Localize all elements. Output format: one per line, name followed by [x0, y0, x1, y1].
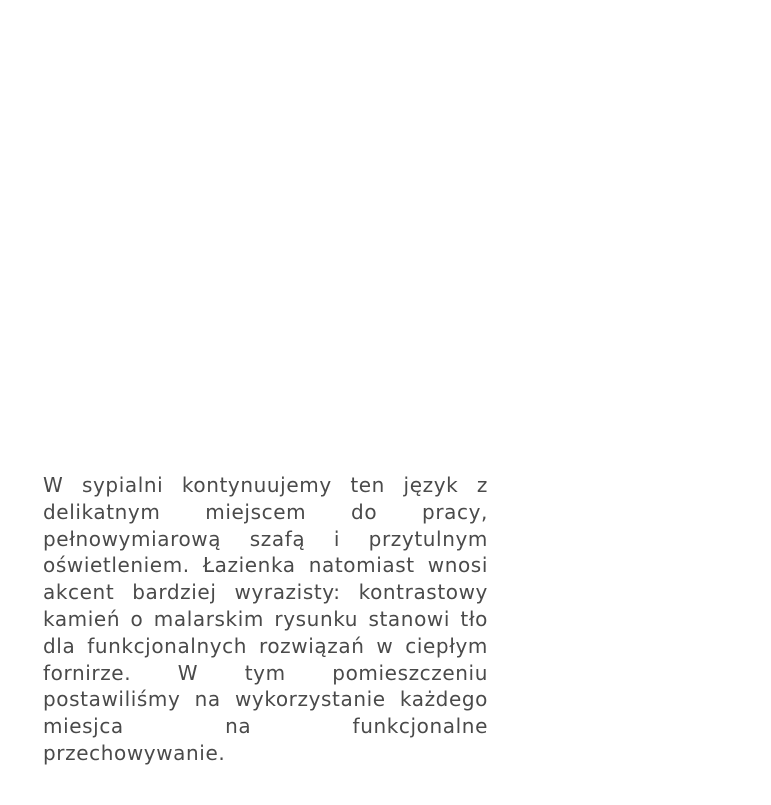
body-paragraph: W sypialni kontynuujemy ten język z delikatnym miejscem do pracy, pełnowymiarową szafą i przytulnym oświetleniem. Łazienka natomiast wnosi akcent bardziej wyrazisty: kontrastowy kamień o malarskim rysunku stanowi tło dla funkcjonalnych rozwiązań w ciepłym fornirze. W tym pomieszczeniu postawiliśmy na wykorzystanie każdego miesjca na funkcjonalne przechowywanie.: [43, 473, 488, 765]
